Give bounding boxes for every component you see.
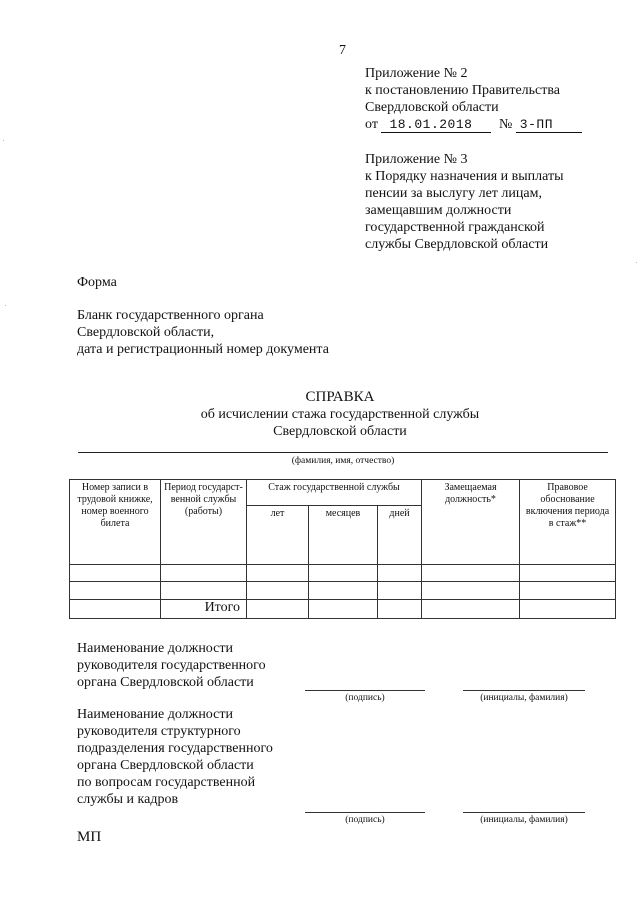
appendix-2-date-row <box>365 116 615 133</box>
header-years: лет <box>247 506 309 565</box>
hr-position-block <box>77 706 307 808</box>
signature-line <box>305 812 425 813</box>
header-legal-basis: Правовое обоснование включения периода в стаж** <box>520 480 616 565</box>
document-title-block <box>140 388 540 440</box>
header-months: месяцев <box>309 506 378 565</box>
form-label: Форма <box>77 275 117 290</box>
letterhead-line: Свердловской области, <box>77 325 215 340</box>
header-period: Период государст-венной службы (работы) <box>161 480 247 565</box>
letterhead-line: дата и регистрационный номер документа <box>77 342 329 357</box>
header-position: Замещаемая должность* <box>422 480 520 565</box>
appendix-2-block <box>365 65 615 133</box>
letterhead-line: Бланк государственного органа <box>77 308 264 323</box>
position-line: руководителя структурного <box>77 724 241 739</box>
appendix-2-line: Свердловской области <box>365 100 499 115</box>
page-number: 7 <box>339 43 346 58</box>
position-line: Наименование должности <box>77 641 233 656</box>
initials-line <box>463 812 585 813</box>
document-subtitle: Свердловской области <box>273 424 407 439</box>
number-prefix: № <box>498 117 513 132</box>
resolution-date: 18.01.2018 <box>381 118 491 133</box>
signature-caption: (подпись) <box>345 815 385 825</box>
table-total-row <box>70 600 616 619</box>
table-header-row <box>70 480 616 506</box>
appendix-2-title: Приложение № 2 <box>365 66 468 81</box>
position-line: подразделения государственного <box>77 741 273 756</box>
fio-caption: (фамилия, имя, отчество) <box>291 456 395 466</box>
signature-caption: (подпись) <box>345 693 385 703</box>
initials-caption: (инициалы, фамилия) <box>480 693 568 703</box>
head-position-block <box>77 640 307 691</box>
position-line: по вопросам государственной <box>77 775 256 790</box>
stamp-place-label: МП <box>77 829 102 845</box>
initials-line <box>463 690 585 691</box>
appendix-3-line: службы Свердловской области <box>365 237 549 252</box>
header-days: дней <box>378 506 422 565</box>
header-stazh: Стаж государственной службы <box>247 480 422 506</box>
scan-mark <box>3 140 4 141</box>
position-line: органа Свердловской области <box>77 675 254 690</box>
resolution-number: 3-ПП <box>516 118 582 133</box>
appendix-2-line: к постановлению Правительства <box>365 83 561 98</box>
signature-line <box>305 690 425 691</box>
position-line: руководителя государственного <box>77 658 266 673</box>
position-line: службы и кадров <box>77 792 179 807</box>
document-subtitle: об исчислении стажа государственной службы <box>200 407 480 422</box>
appendix-3-line: к Порядку назначения и выплаты <box>365 169 564 184</box>
position-line: органа Свердловской области <box>77 758 254 773</box>
table-row <box>70 582 616 600</box>
appendix-3-line: государственной гражданской <box>365 220 545 235</box>
letterhead-block <box>77 307 377 358</box>
appendix-3-line: пенсии за выслугу лет лицам, <box>365 186 542 201</box>
header-record-number: Номер записи в трудовой книжке, номер военного билета <box>70 480 161 565</box>
position-line: Наименование должности <box>77 707 233 722</box>
scan-mark <box>636 262 637 263</box>
date-prefix: от <box>365 117 378 132</box>
service-record-table <box>69 479 616 619</box>
initials-caption: (инициалы, фамилия) <box>480 815 568 825</box>
table-row <box>70 565 616 582</box>
fio-line <box>78 452 608 453</box>
appendix-3-line: замещавшим должности <box>365 203 512 218</box>
total-label: Итого <box>161 600 247 619</box>
document-title: СПРАВКА <box>305 389 375 405</box>
scan-mark <box>5 305 6 306</box>
appendix-3-line: Приложение № 3 <box>365 152 468 167</box>
appendix-3-block <box>365 151 625 253</box>
